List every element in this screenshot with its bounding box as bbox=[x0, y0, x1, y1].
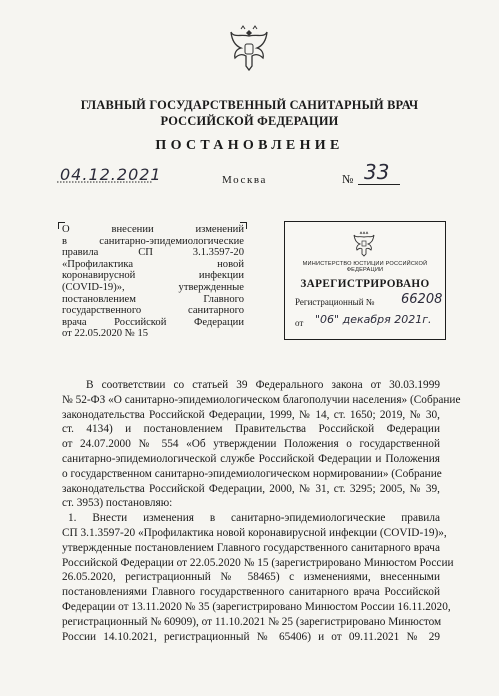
body-line: СП 3.1.3597-20 «Профилактика новой коронавирусной инфекции (COVID-19)», bbox=[62, 526, 447, 539]
body-line: постановлениями Главного государственного санитарного врача Российской bbox=[62, 586, 440, 599]
body-line: 1. Внести изменения в санитарно-эпидемиологические правила bbox=[68, 512, 440, 525]
issuer-title-line2: РОССИЙСКОЙ ФЕДЕРАЦИИ bbox=[160, 114, 339, 128]
document-type: ПОСТАНОВЛЕНИЕ bbox=[155, 138, 344, 153]
body-line: № 52-ФЗ «О санитарно-эпидемиологическом благополучии населения» (Собрание bbox=[62, 393, 461, 406]
body-line: санитарно-эпидемиологической службе Российской Федерации и Положения bbox=[62, 452, 440, 465]
subject-line: правила СП 3.1.3597-20 bbox=[62, 247, 244, 259]
subject-line: от 22.05.2020 № 15 bbox=[62, 328, 149, 340]
subject-line: (COVID-19)», утвержденные bbox=[62, 281, 244, 293]
body-line: Федерации от 13.11.2020 № 35 (зарегистрировано Минюстом России 16.11.2020, bbox=[62, 600, 451, 613]
document-date: 04.12.2021 bbox=[60, 165, 162, 184]
body-line: Российской Федерации от 22.05.2020 № 15 (зарегистрировано Минюстом России bbox=[62, 556, 454, 569]
registration-stamp bbox=[284, 221, 446, 340]
issuer-title-line1: ГЛАВНЫЙ ГОСУДАРСТВЕННЫЙ САНИТАРНЫЙ ВРАЧ bbox=[80, 98, 419, 112]
subject-line: врача Российской Федерации bbox=[62, 316, 244, 328]
number-underline bbox=[358, 184, 400, 185]
stamp-date-value: "06" декабря 2021г. bbox=[315, 313, 432, 326]
stamp-reg-label: Регистрационный № bbox=[295, 297, 375, 307]
body-line: законодательства Российской Федерации, 1999, № 14, ст. 1650; 2019, № 30, bbox=[62, 408, 440, 421]
subject-line: коронавирусной инфекции bbox=[62, 270, 244, 282]
body-line: В соответствии со статьей 39 Федерального закона от 30.03.1999 bbox=[86, 379, 440, 391]
body-line: регистрационный № 60909), от 11.10.2021 № 25 (зарегистрировано Минюстом bbox=[62, 615, 442, 628]
subject-line: постановлением Главного bbox=[62, 293, 244, 305]
body-line: 26.05.2020, регистрационный № 58465) с изменениями, внесенными bbox=[62, 571, 440, 584]
document-subject bbox=[62, 224, 244, 340]
stamp-reg-number: 66208 bbox=[401, 292, 443, 307]
body-line: ст. 3953) постановляю: bbox=[62, 497, 173, 510]
body-line: утвержденные постановлением Главного государственного санитарного врача bbox=[62, 541, 440, 554]
subject-line: в санитарно-эпидемиологические bbox=[62, 235, 244, 247]
stamp-ministry: МИНИСТЕРСТВО ЮСТИЦИИ РОССИЙСКОЙ ФЕДЕРАЦИИ bbox=[302, 261, 428, 273]
document-city: Москва bbox=[222, 174, 268, 186]
number-sign: № bbox=[342, 172, 354, 186]
subject-line: «Профилактика новой bbox=[62, 258, 244, 270]
body-line: России 14.10.2021, регистрационный № 65406) и от 09.11.2021 № 29 bbox=[62, 630, 440, 643]
document-number: 33 bbox=[364, 160, 390, 184]
body-line: от 24.07.2000 № 554 «Об утверждении Положения о государственной bbox=[62, 438, 440, 451]
stamp-date-label: от bbox=[295, 318, 304, 328]
stamp-title: ЗАРЕГИСТРИРОВАНО bbox=[300, 278, 430, 290]
coat-of-arms-icon bbox=[226, 24, 272, 74]
body-line: законодательства Российской Федерации, 2000, № 31, ст. 3295; 2005, № 39, bbox=[62, 482, 440, 495]
subject-line: государственного санитарного bbox=[62, 305, 244, 317]
body-line: ст. 4134) и постановлением Правительства Российской Федерации bbox=[62, 423, 440, 436]
document-body bbox=[62, 378, 461, 644]
body-line: о государственном санитарно-эпидемиологическом нормировании» (Собрание bbox=[62, 467, 442, 480]
subject-line: О внесении изменений bbox=[62, 224, 244, 235]
stamp-emblem-icon bbox=[351, 231, 377, 257]
